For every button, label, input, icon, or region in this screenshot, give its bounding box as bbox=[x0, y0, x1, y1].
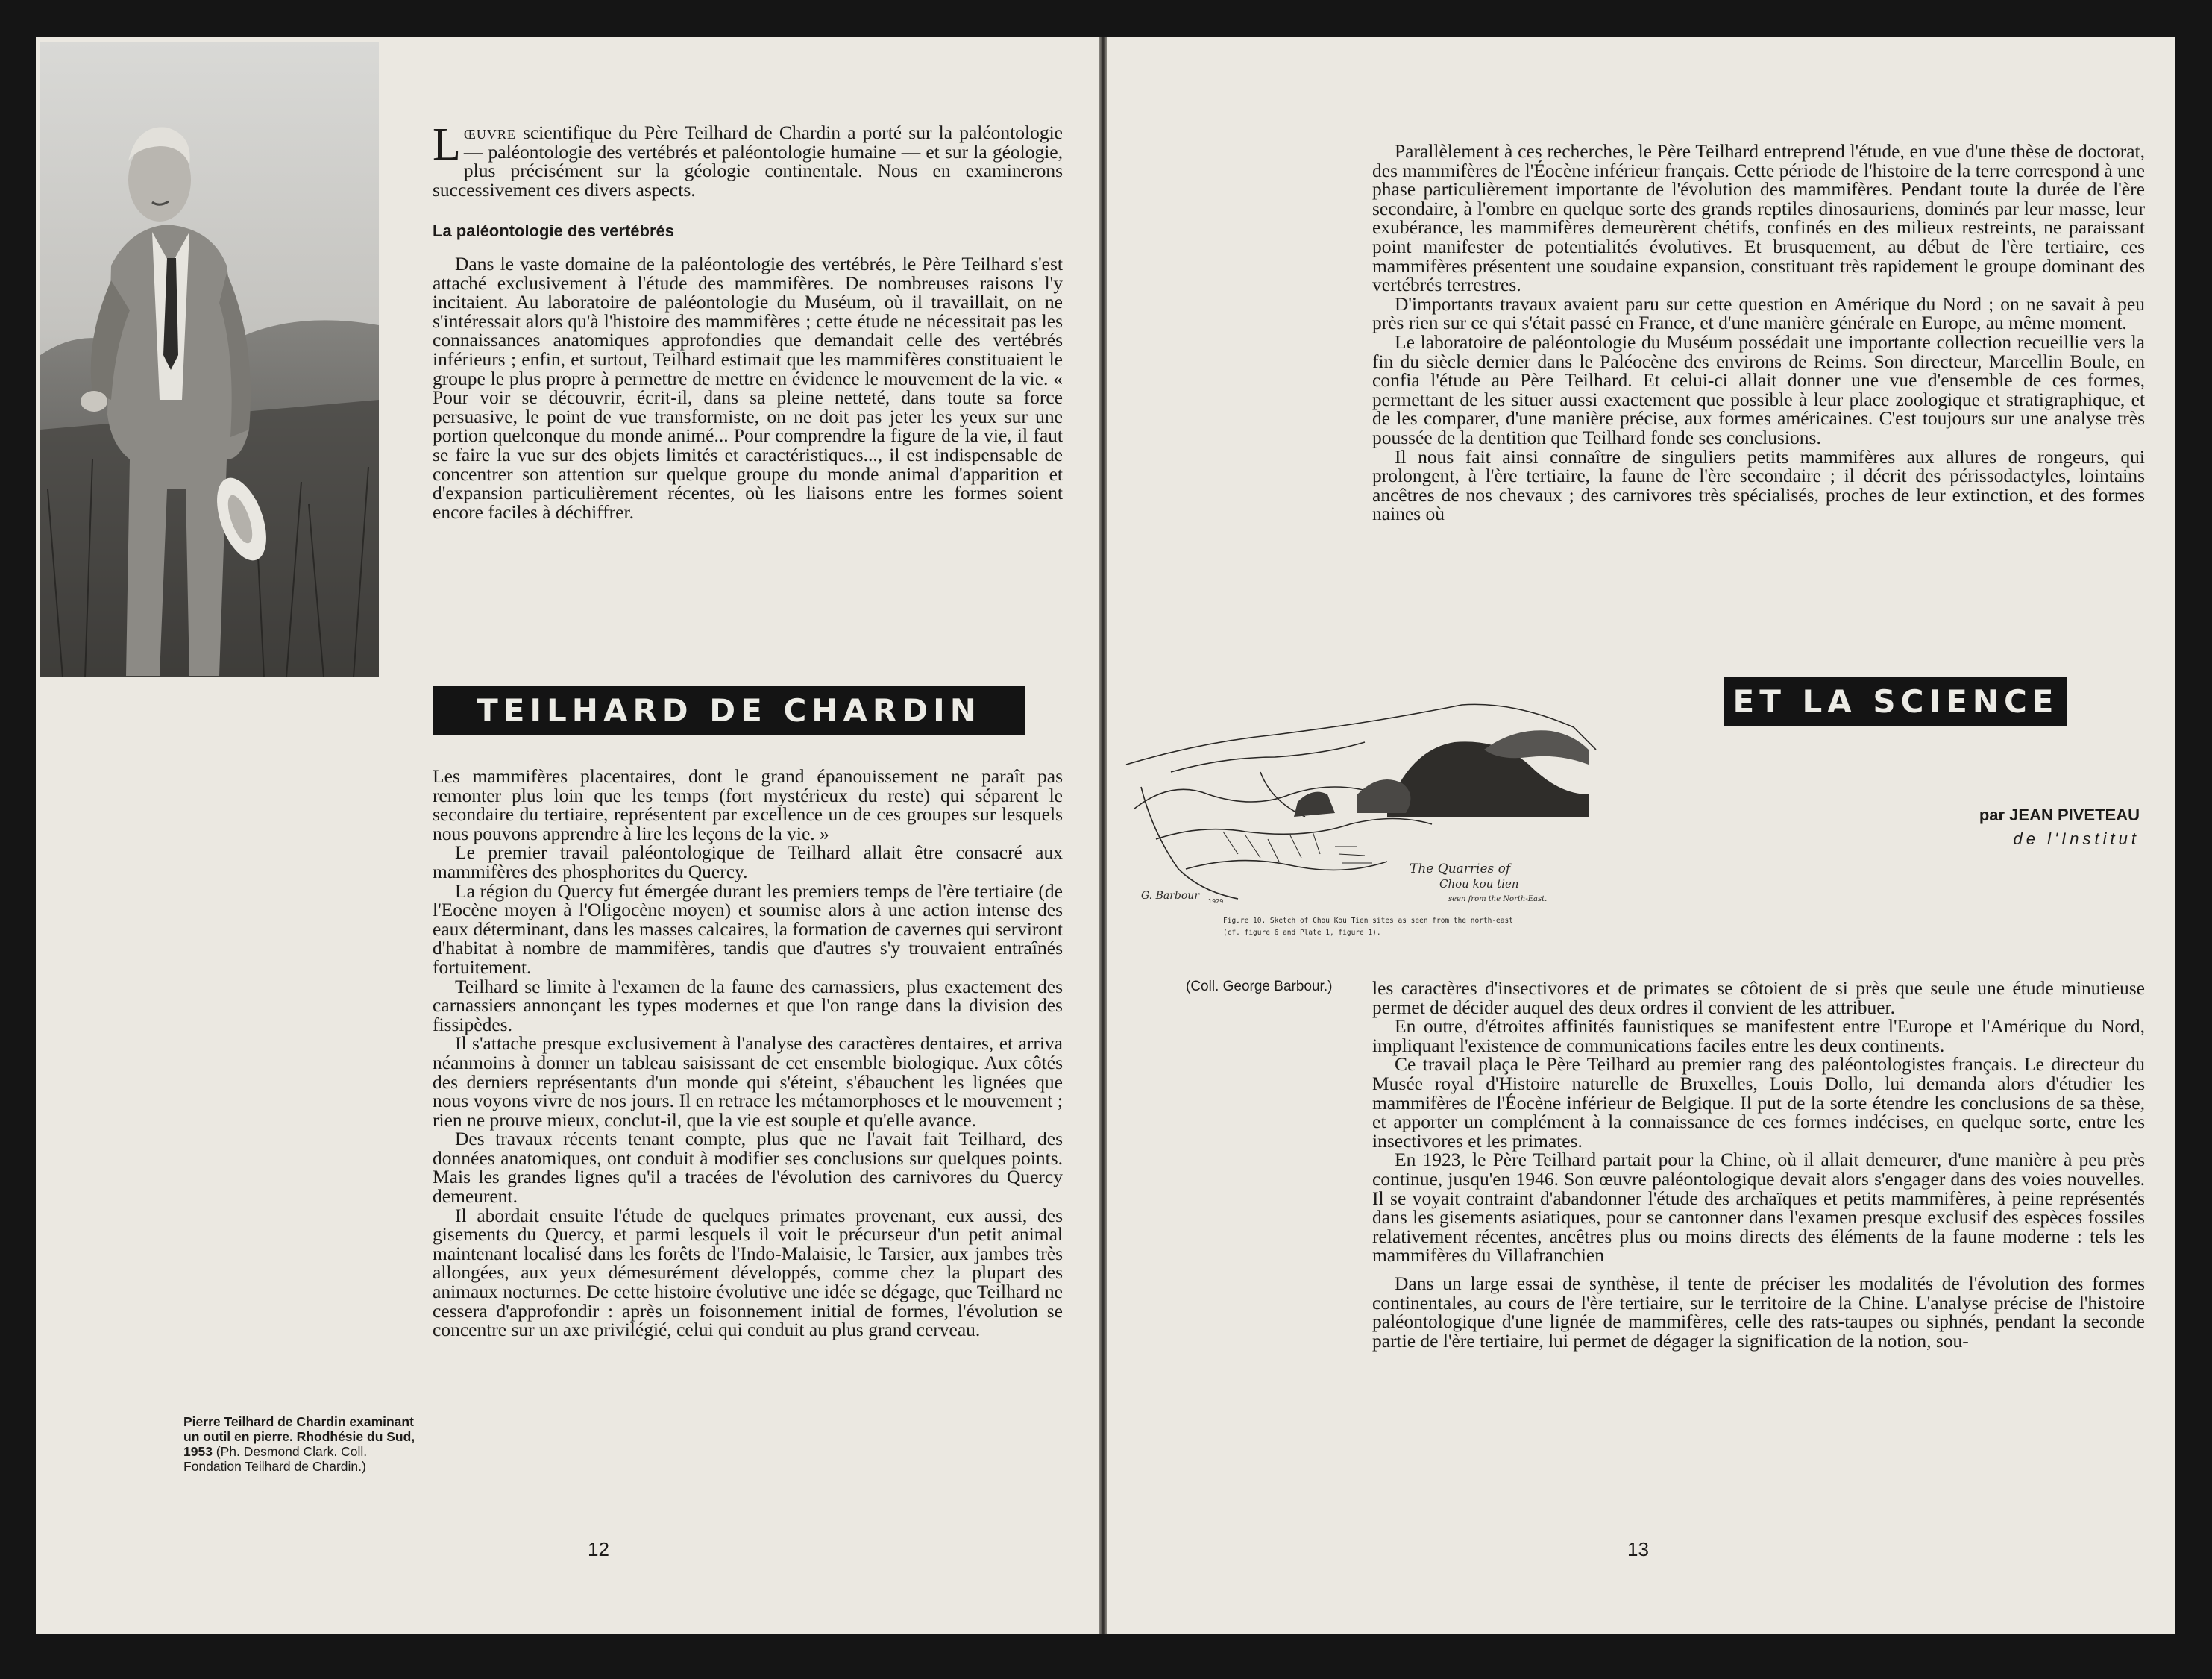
paragraph: les caractères d'insectivores et de primates se côtoient de si près que seule une étude minutieuse permet de décider auquel des deux ordres il convient de les attribuer. bbox=[1372, 977, 2145, 1018]
portrait-photo bbox=[40, 42, 379, 677]
byline bbox=[1800, 806, 2140, 849]
paragraph: Le premier travail paléontologique de Teilhard allait être consacré aux mammifères des phosphorites du Quercy. bbox=[433, 841, 1063, 882]
top-paragraph: Dans le vaste domaine de la paléontologie des vertébrés, le Père Teilhard s'est attaché exclusivement à l'étude des mammifères. De nombreuses raisons l'y incitaient. Au laboratoire de paléontologie du Muséum, où il travaillait, on ne s'intéressait alors qu'à l'histoire des mammifères ; cette étude ne nécessitait pas les connaissances anatomiques approfondies que demandait celle des vertébrés inférieurs ; enfin, et surtout, Teilhard estimait que les mammifères constituaient le groupe le plus propre à permettre de mettre en évidence le mouvement de la vie. « Pour voir se découvrir, écrit-il, dans sa pleine netteté, dans toute sa force persuasive, le point de vue transformiste, on ne doit pas jeter les yeux sur une portion quelconque du monde animé... Pour comprendre la figure de la vie, il faut se faire la vue sur des objets limités et caractéristiques..., il est indispensable de concentrer son attention sur quelque groupe du monde animal d'apparition et d'expansion particulièrement récentes, où les liaisons entre les formes soient encore faciles à déchiffrer. bbox=[433, 252, 1063, 523]
section-subheading: La paléontologie des vertébrés bbox=[433, 222, 674, 241]
paragraph: Dans un large essai de synthèse, il tente de préciser les modalités de l'évolution des formes continentales, au cours de l'ère tertiaire, sur le territoire de la Chine. L'analyse précise de l'histoire paléontologique d'une lignée de mammifères, celle des rats-taupes ou siphnés, pendant la seconde partie de l'ère tertiaire, lui permet de dégager la signification de la notion, sou- bbox=[1372, 1272, 2145, 1352]
figure-caption-line-2: (cf. figure 6 and Plate 1, figure 1). bbox=[1223, 929, 1381, 937]
paragraph: La région du Quercy fut émergée durant les premiers temps de l'ère tertiaire (de l'Eocène moyen à l'Oligocène moyen) et soumise alors à une action intense des eaux déterminant, dans les masses calcaires, la formation de cavernes qui serviront d'habitat à nombre de mammifères, tandis que d'autres s'y trouvaient entraînés fortuitement. bbox=[433, 879, 1063, 978]
photo-caption-credit: (Ph. Desmond Clark. Coll. Fondation Teilhard de Chardin.) bbox=[183, 1444, 368, 1474]
photo-caption-title: Pierre Teilhard de Chardin examinant un outil en pierre. Rhodhésie du Sud, 1953 bbox=[183, 1414, 415, 1459]
book-gutter bbox=[1099, 37, 1107, 1634]
paragraph: En outre, d'étroites affinités faunistiques se manifestent entre l'Europe et l'Amérique du Nord, impliquant l'existence de communications faciles entre les deux continents. bbox=[1372, 1015, 2145, 1056]
sketch-signature: G. Barbour bbox=[1141, 890, 1200, 902]
paragraph: Parallèlement à ces recherches, le Père Teilhard entreprend l'étude, en vue d'une thèse de doctorat, des mammifères de l'Éocène inférieur français. Cette période de l'histoire de la terre correspond à une phase particulièrement importante de l'évolution des mammifères. Pendant toute la durée de l'ère secondaire, à l'ombre en quelque sorte des grands reptiles dinosauriens, dominés par leur masse, leur exubérance, les mammifères demeurèrent chétifs, confinés en des milieux restreints, ne paraissant point manifester de potentialités évolutives. Et brusquement, au début de l'ère tertiaire, ces mammifères présentent une soudaine expansion, constituant très rapidement le groupe dominant des vertébrés terrestres. bbox=[1372, 140, 2145, 296]
paragraph: Le laboratoire de paléontologie du Muséum possédait une importante collection recueillie vers la fin du siècle dernier dans le Paléocène des environs de Reims. Son directeur, Marcellin Boule, en confia l'étude au Père Teilhard. Et celui-ci allait donner une vue d'ensemble de ces formes, permettant de les situer aussi exactement que possible à leur place zoologique et stratigraphique, et de les comparer, d'une manière précise, aux formes américaines. C'est toujours sur une analyse très poussée de la dentition que Teilhard fonde ses conclusions. bbox=[1372, 330, 2145, 448]
paragraph: Ce travail plaça le Père Teilhard au premier rang des paléontologistes français. Le directeur du Musée royal d'Histoire naturelle de Bruxelles, Louis Dollo, lui demanda alors d'étudier les mammifères de l'Éocène inférieur de Belgique. Il put de la sorte étendre les conclusions de sa thèse, et apporter un complément à la connaissance de ces formes indécises, en quelque sorte, entre les insectivores et les primates. bbox=[1372, 1053, 2145, 1152]
paragraph: En 1923, le Père Teilhard partait pour la Chine, où il allait demeurer, d'une manière à peu près continue, jusqu'en 1946. Son œuvre paléontologique devait alors s'engager dans des voies nouvelles. Il se voyait contraint d'abandonner l'étude des archaïques et petits mammifères, à peine représentés dans les gisements asiatiques, pour se cantonner dans l'examen presque exclusif des espèces fossiles relativement récentes, ancêtres plus ou moins directs des éléments de la faune moderne : tels les mammifères du Villafranchien bbox=[1372, 1149, 2145, 1267]
byline-affiliation: de l'Institut bbox=[2013, 829, 2140, 848]
paragraph: Il abordait ensuite l'étude de quelques primates provenant, eux aussi, des gisements du Quercy, et parmi lesquels il voit le précurseur d'un petit animal maintenant localisé dans les forêts de l'Indo-Malaisie, le Tarsier, aux jambes très allongées, aux yeux démesurément développés, comme chez la plupart des animaux nocturnes. De cette histoire évolutive une idée se dégage, que Teilhard ne cessera d'approfondir : après un foisonnement initial de formes, l'évolution se concentre sur un axe privilégié, celui qui conduit au plus grand cerveau. bbox=[433, 1204, 1063, 1341]
portrait-photo-image bbox=[40, 42, 379, 677]
sketch-title-1: The Quarries of bbox=[1410, 862, 1511, 876]
figure-caption bbox=[1223, 915, 1536, 939]
title-banner-left: TEILHARD DE CHARDIN bbox=[433, 686, 1025, 735]
sketch-title-3: seen from the North-East. bbox=[1448, 895, 1548, 903]
photo-caption bbox=[183, 1414, 416, 1474]
chou-kou-tien-sketch bbox=[1111, 682, 1603, 996]
intro-dropcap: L bbox=[433, 119, 461, 170]
right-bottom-column bbox=[1372, 979, 2145, 1350]
intro-smallcaps: œuvre bbox=[463, 122, 516, 143]
intro-text: scientifique du Père Teilhard de Chardin a porté sur la paléontologie — paléontologie des vertébrés et paléontologie humaine — et sur la géologie, plus précisément sur la géologie continentale. Nous en examinerons successivement ces divers aspects. bbox=[433, 122, 1063, 201]
paragraph: Les mammifères placentaires, dont le grand épanouissement ne paraît pas remonter plus loin que les temps (fort mystérieux du reste) qui séparent le secondaire du tertiaire, représentent par excellence un de ces groupes sur lesquels nous pouvons apprendre à lire les leçons de la vie. » bbox=[433, 765, 1063, 844]
photo-credit: (Coll. George Barbour.) bbox=[1186, 979, 1333, 994]
landscape-sketch bbox=[1111, 682, 1603, 906]
right-top-column bbox=[1372, 142, 2145, 524]
paragraph: Des travaux récents tenant compte, plus que ne l'avait fait Teilhard, des données anatomiques, ont conduit à modifier ses conclusions sur quelques points. Mais les grandes lignes qu'il a tracées de l'évolution des carnivores du Quercy demeurent. bbox=[433, 1128, 1063, 1208]
page-number-left: 12 bbox=[588, 1538, 609, 1560]
left-page bbox=[36, 37, 1099, 1634]
page-number-right: 13 bbox=[1627, 1538, 1649, 1560]
title-banner-right: ET LA SCIENCE bbox=[1724, 677, 2067, 726]
intro-paragraph bbox=[433, 119, 1063, 201]
sketch-title-2: Chou kou tien bbox=[1439, 877, 1519, 891]
intro-column bbox=[433, 119, 1063, 523]
paragraph: Teilhard se limite à l'examen de la faune des carnassiers, plus exactement des carnassiers annonçant les types modernes et que l'on range dans la division des fissipèdes. bbox=[433, 975, 1063, 1035]
paragraph: Il nous fait ainsi connaître de singuliers petits mammifères aux allures de rongeurs, qui prolongent, à l'ère tertiaire, la faune de l'ère secondaire ; il décrit des périssodactyles, lointains ancêtres de nos chevaux ; des carnivores très spécialisés, proches de leur extinction, et des formes naines où bbox=[1372, 445, 2145, 525]
paragraph: Il s'attache presque exclusivement à l'analyse des caractères dentaires, et arriva néanmoins à donner un tableau saisissant de cet ensemble biologique. Aux côtés des derniers représentants d'un monde qui s'éteint, s'ébauchent les lignées que nous voyons vivre de nos jours. Il en retrace les métamorphoses et le mouvement ; rien ne prouve mieux, conclut-il, que la vie est souple et qu'elle avance. bbox=[433, 1032, 1063, 1131]
sketch-year: 1929 bbox=[1208, 898, 1224, 905]
figure-caption-line-1: Figure 10. Sketch of Chou Kou Tien sites as seen from the north-east bbox=[1223, 917, 1513, 925]
byline-author: par JEAN PIVETEAU bbox=[1979, 806, 2140, 824]
right-page bbox=[1107, 37, 2175, 1634]
paragraph: D'importants travaux avaient paru sur cette question en Amérique du Nord ; on ne savait à peu près rien sur ce qui s'était passé en France, et d'une manière générale en Europe, au même moment. bbox=[1372, 292, 2145, 334]
left-bottom-column bbox=[433, 767, 1063, 1340]
